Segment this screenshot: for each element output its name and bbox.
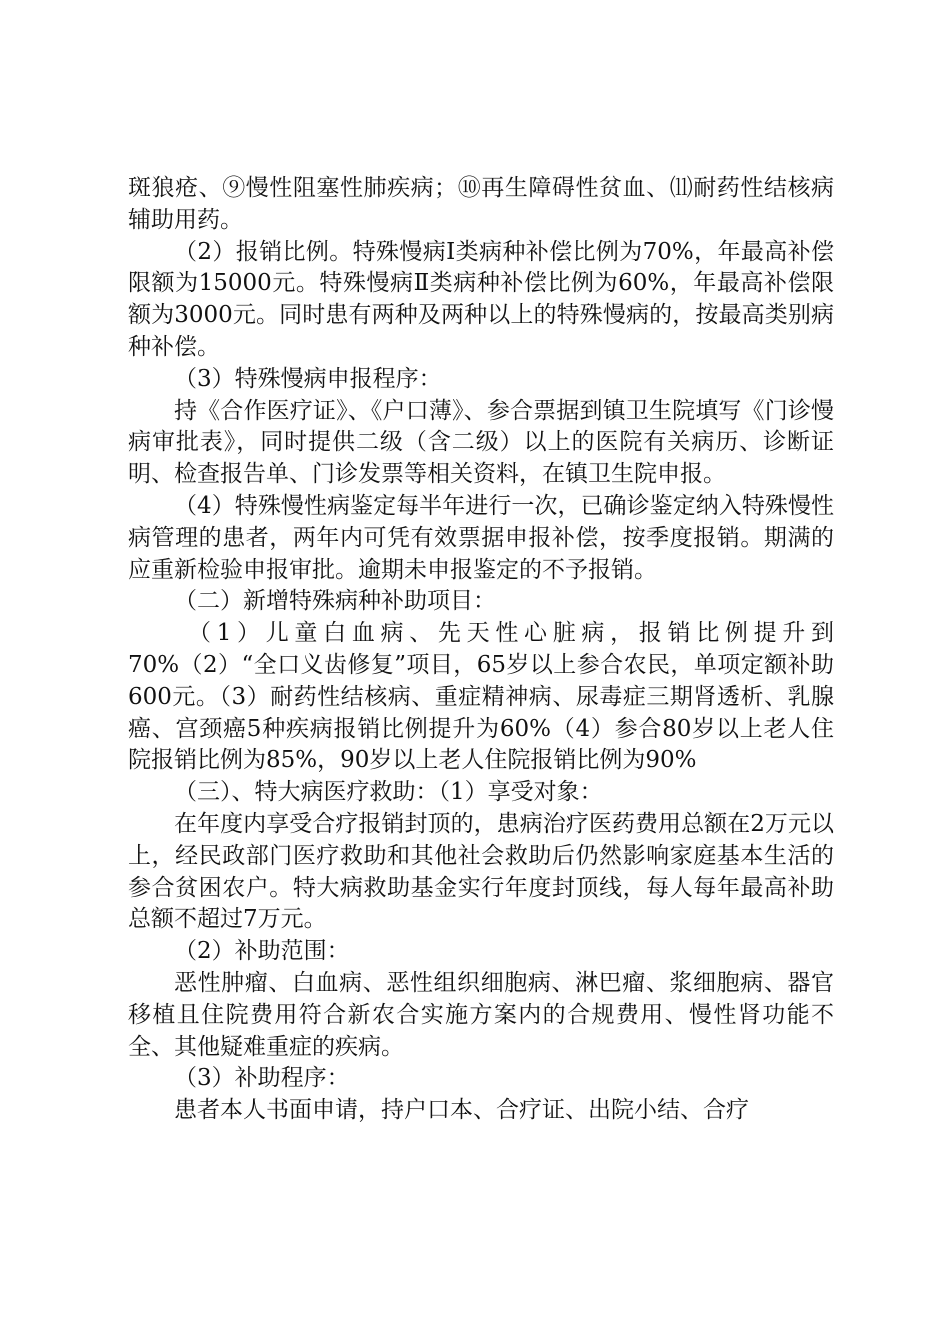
paragraph-eligible-recipients: 在年度内享受合疗报销封顶的，患病治疗医药费用总额在2万元以上，经民政部门医疗救助和其他社会救助后仍然影响家庭基本生活的参合贫困农户。特大病救助基金实行年度封顶线，每人每年最高补助总额不超过7万元。: [128, 810, 834, 933]
paragraph-aid-procedure: 患者本人书面申请，持户口本、合疗证、出院小结、合疗: [174, 1097, 749, 1124]
paragraph-application-procedure: 持《合作医疗证》、《户口薄》、参合票据到镇卫生院填写《门诊慢病审批表》，同时提供二级（含二级）以上的医院有关病历、诊断证明、检查报告单、门诊发票等相关资料，在镇卫生院申报。: [128, 397, 834, 488]
paragraph-aid-scope-heading: （2）补助范围：: [174, 938, 350, 965]
section-heading-major-disease-aid: （三）、特大病医疗救助：（1）享受对象：: [174, 779, 603, 806]
section-heading-new-special-diseases: （二）新增特殊病种补助项目：: [174, 588, 496, 615]
paragraph-aid-procedure-heading: （3）补助程序：: [174, 1065, 350, 1092]
paragraph-identification-schedule: （4）特殊慢性病鉴定每半年进行一次，已确诊鉴定纳入特殊慢性病管理的患者，两年内可凭有效票据申报补偿，按季度报销。期满的应重新检验申报审批。逾期未申报鉴定的不予报销。: [128, 492, 834, 583]
paragraph-aid-scope: 恶性肿瘤、白血病、恶性组织细胞病、淋巴瘤、浆细胞病、器官移植且住院费用符合新农合实施方案内的合规费用、慢性肾功能不全、其他疑难重症的疾病。: [128, 969, 834, 1060]
document-body: [128, 173, 834, 1127]
paragraph-new-special-disease-items: （1）儿童白血病、先天性心脏病，报销比例提升到70%（2）“全口义齿修复”项目，65岁以上参合农民，单项定额补助600元。（3）耐药性结核病、重症精神病、尿毒症三期肾透析、乳腺癌、宫颈癌5种疾病报销比例提升为60%（4）参合80岁以上老人住院报销比例为85%，90岁以上老人住院报销比例为90%: [128, 620, 834, 774]
paragraph-reimbursement-ratio: （2）报销比例。特殊慢病Ⅰ类病种补偿比例为70%，年最高补偿限额为15000元。特殊慢病Ⅱ类病种补偿比例为60%，年最高补偿限额为3000元。同时患有两种及两种以上的特殊慢病的，按最高类别病种补偿。: [128, 238, 834, 360]
paragraph-disease-list-continued: 斑狼疮、⑨慢性阻塞性肺疾病；⑩再生障碍性贫血、⑾耐药性结核病辅助用药。: [128, 175, 834, 233]
paragraph-application-procedure-heading: （3）特殊慢病申报程序：: [174, 365, 442, 392]
